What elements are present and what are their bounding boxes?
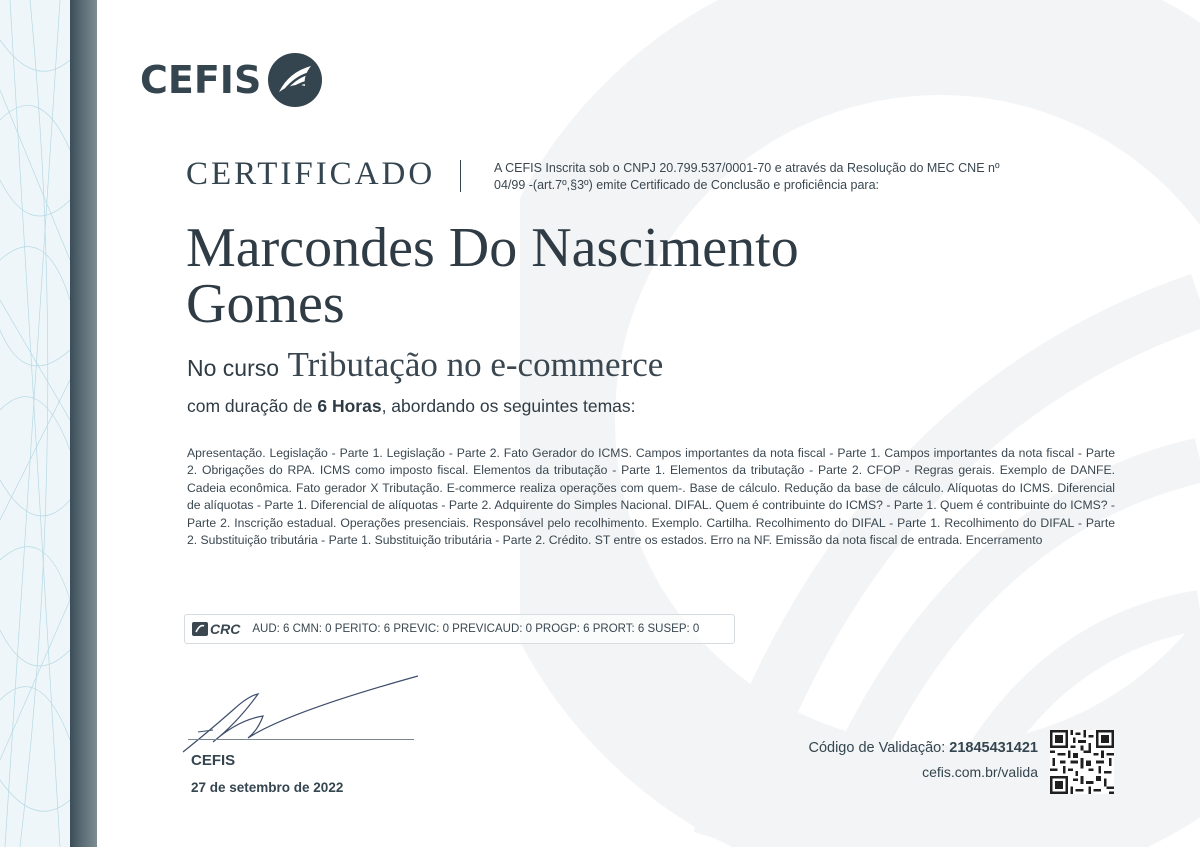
course-topics: Apresentação. Legislação - Parte 1. Legislação - Parte 2. Fato Gerador do ICMS. Campos importantes da nota fiscal - Parte 1. Campos importantes da nota fiscal - Parte 2. Obrigações do RPA. ICMS como imposto fiscal. Elementos da tributação - Parte 1. Elementos da tributação - Parte 2. CFOP - Regras gerais. Exemplo de DANFE. Cadeia econômica. Fato gerador X Tributação. E-commerce realiza operações com quem-. Base de cálculo. Redução da base de cálculo. Alíquotas do ICMS. Diferencial de alíquotas - Parte 1. Diferencial de alíquotas - Parte 2. Adquirente do Simples Nacional. DIFAL. Quem é contribuinte do ICMS? - Parte 1. Quem é contribuinte do ICMS? - Parte 2. Inscrição estadual. Operações presenciais. Responsável pelo recolhimento. Exemplo. Cartilha. Recolhimento do DIFAL - Parte 1. Recolhimento do DIFAL - Parte 2. Substituição tributária - Parte 1. Substituição tributária - Parte 2. Crédito. ST entre os estados. Erro na NF. Emissão da nota fiscal de entrada. Encerramento xyxy=(187,446,1115,548)
validation-code-line xyxy=(808,740,1038,756)
crc-points: AUD: 6 CMN: 0 PERITO: 6 PREVIC: 0 PREVICAUD: 0 PROGP: 6 PRORT: 6 SUSEP: 0 xyxy=(252,623,700,635)
duration-suffix: , abordando os seguintes temas: xyxy=(381,396,636,416)
crc-logo-label: CRC xyxy=(210,621,241,637)
validation-label: Código de Validação: xyxy=(808,740,946,756)
signer-name: CEFIS xyxy=(191,752,236,769)
validation-code: 21845431421 xyxy=(949,740,1038,756)
crc-logo xyxy=(192,621,240,637)
issuer-statement: A CEFIS Inscrita sob o CNPJ 20.799.537/0001-70 e através da Resolução do MEC CNE nº 04/99 -(art.7º,§3º) emite Certificado de Conclusão e proficiência para: xyxy=(494,161,1000,192)
brand-name: CEFIS xyxy=(140,58,262,102)
validation-block xyxy=(808,740,1038,780)
certificate-title: CERTIFICADO xyxy=(186,156,436,192)
duration-line xyxy=(187,396,636,417)
decorative-pattern xyxy=(0,0,70,847)
course-line xyxy=(187,345,663,385)
handwritten-signature xyxy=(178,672,428,762)
recipient-name: Marcondes Do Nascimento Gomes xyxy=(186,217,799,335)
validation-url[interactable]: cefis.com.br/valida xyxy=(922,764,1038,780)
crc-points-box xyxy=(184,614,735,644)
decorative-stripe xyxy=(70,0,97,847)
title-divider xyxy=(460,160,461,192)
course-prefix: No curso xyxy=(187,355,280,381)
brand-logo xyxy=(140,52,323,108)
issue-date: 27 de setembro de 2022 xyxy=(191,780,344,795)
cefis-leaf-logo-icon xyxy=(267,52,323,108)
duration-value: 6 Horas xyxy=(317,396,382,416)
crc-emblem-icon xyxy=(192,622,208,636)
watermark-logo xyxy=(520,0,1200,847)
qr-code-icon[interactable] xyxy=(1050,730,1114,794)
course-name: Tributação no e-commerce xyxy=(287,345,664,384)
duration-prefix: com duração de xyxy=(187,396,313,416)
signature-line xyxy=(188,739,414,740)
